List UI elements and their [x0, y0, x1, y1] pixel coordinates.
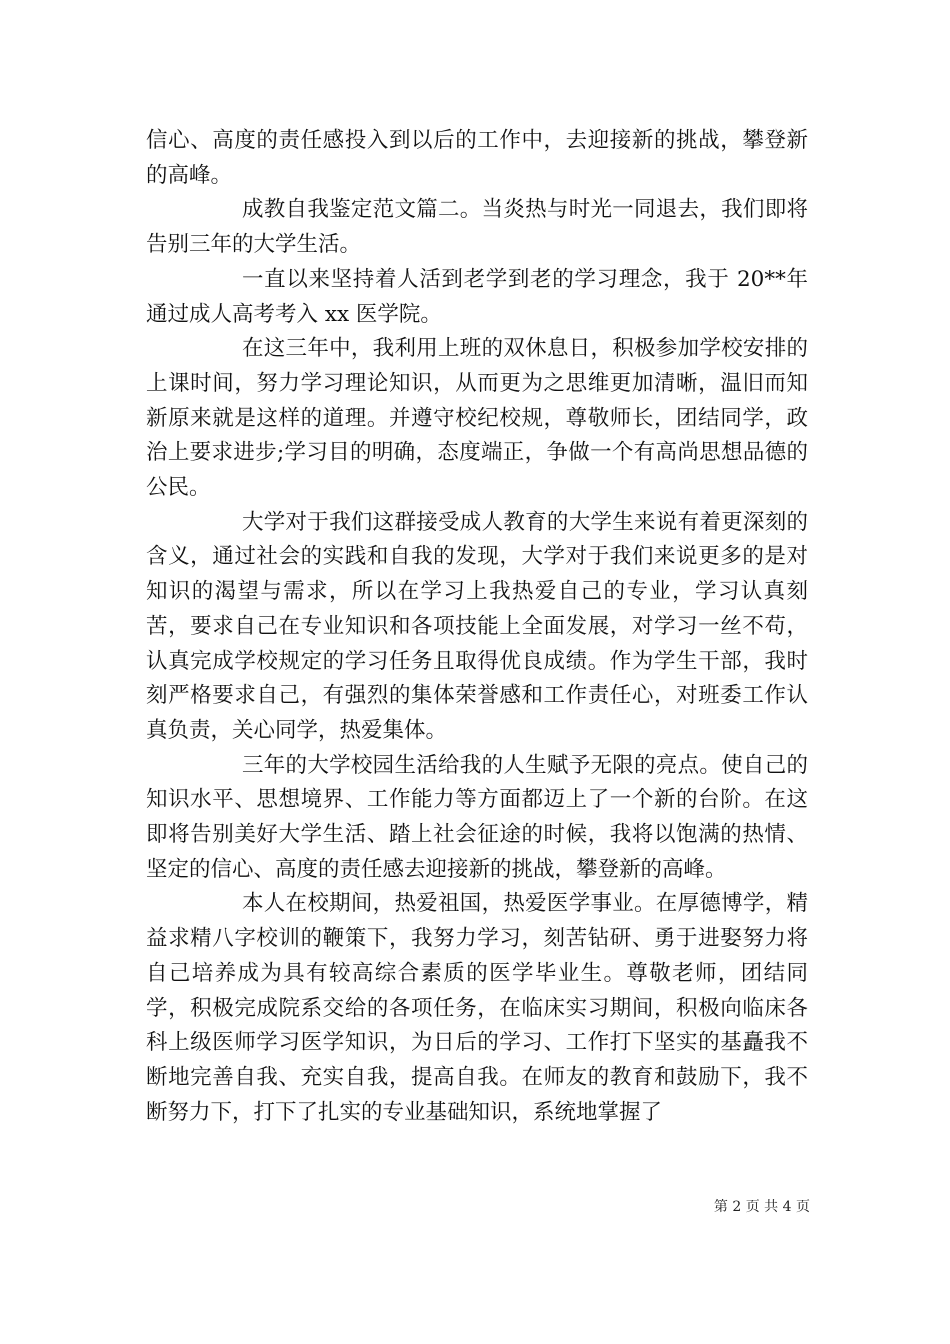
- paragraph-5: 大学对于我们这群接受成人教育的大学生来说有着更深刻的含义，通过社会的实践和自我的发现，大学对于我们来说更多的是对知识的渴望与需求，所以在学习上我热爱自己的专业，学习认真刻苦，要求自己在专业知识和各项技能上全面发展，对学习一丝不苟，认真完成学校规定的学习任务且取得优良成绩。作为学生干部，我时刻严格要求自己，有强烈的集体荣誉感和工作责任心，对班委工作认真负责，关心同学，热爱集体。: [146, 509, 808, 743]
- paragraph-4: 在这三年中，我利用上班的双休息日，积极参加学校安排的上课时间，努力学习理论知识，从而更为之思维更加清晰，温旧而知新原来就是这样的道理。并遵守校纪校规，尊敬师长，团结同学，政治上要求进步;学习目的明确，态度端正，争做一个有高尚思想品德的公民。: [146, 336, 808, 501]
- page-number-footer: 第 2 页 共 4 页: [713, 1199, 810, 1215]
- paragraph-3: 一直以来坚持着人活到老学到老的学习理念，我于 20**年通过成人高考考入 xx 医学院。: [146, 266, 808, 327]
- document-body: [146, 124, 808, 1130]
- paragraph-7: 本人在校期间，热爱祖国，热爱医学事业。在厚德博学，精益求精八字校训的鞭策下，我努力学习，刻苦钻研、勇于进娶努力将自己培养成为具有较高综合素质的医学毕业生。尊敬老师，团结同学，积极完成院系交给的各项任务，在临床实习期间，积极向临床各科上级医师学习医学知识，为日后的学习、工作打下坚实的基矗我不断地完善自我、充实自我，提高自我。在师友的教育和鼓励下，我不断努力下，打下了扎实的专业基础知识，系统地掌握了: [146, 891, 808, 1125]
- paragraph-2: 成教自我鉴定范文篇二。当炎热与时光一同退去，我们即将告别三年的大学生活。: [146, 197, 808, 258]
- paragraph-1: 信心、高度的责任感投入到以后的工作中，去迎接新的挑战，攀登新的高峰。: [146, 128, 808, 188]
- paragraph-6: 三年的大学校园生活给我的人生赋予无限的亮点。使自己的知识水平、思想境界、工作能力等方面都迈上了一个新的台阶。在这即将告别美好大学生活、踏上社会征途的时候，我将以饱满的热情、坚定的信心、高度的责任感去迎接新的挑战，攀登新的高峰。: [146, 752, 808, 882]
